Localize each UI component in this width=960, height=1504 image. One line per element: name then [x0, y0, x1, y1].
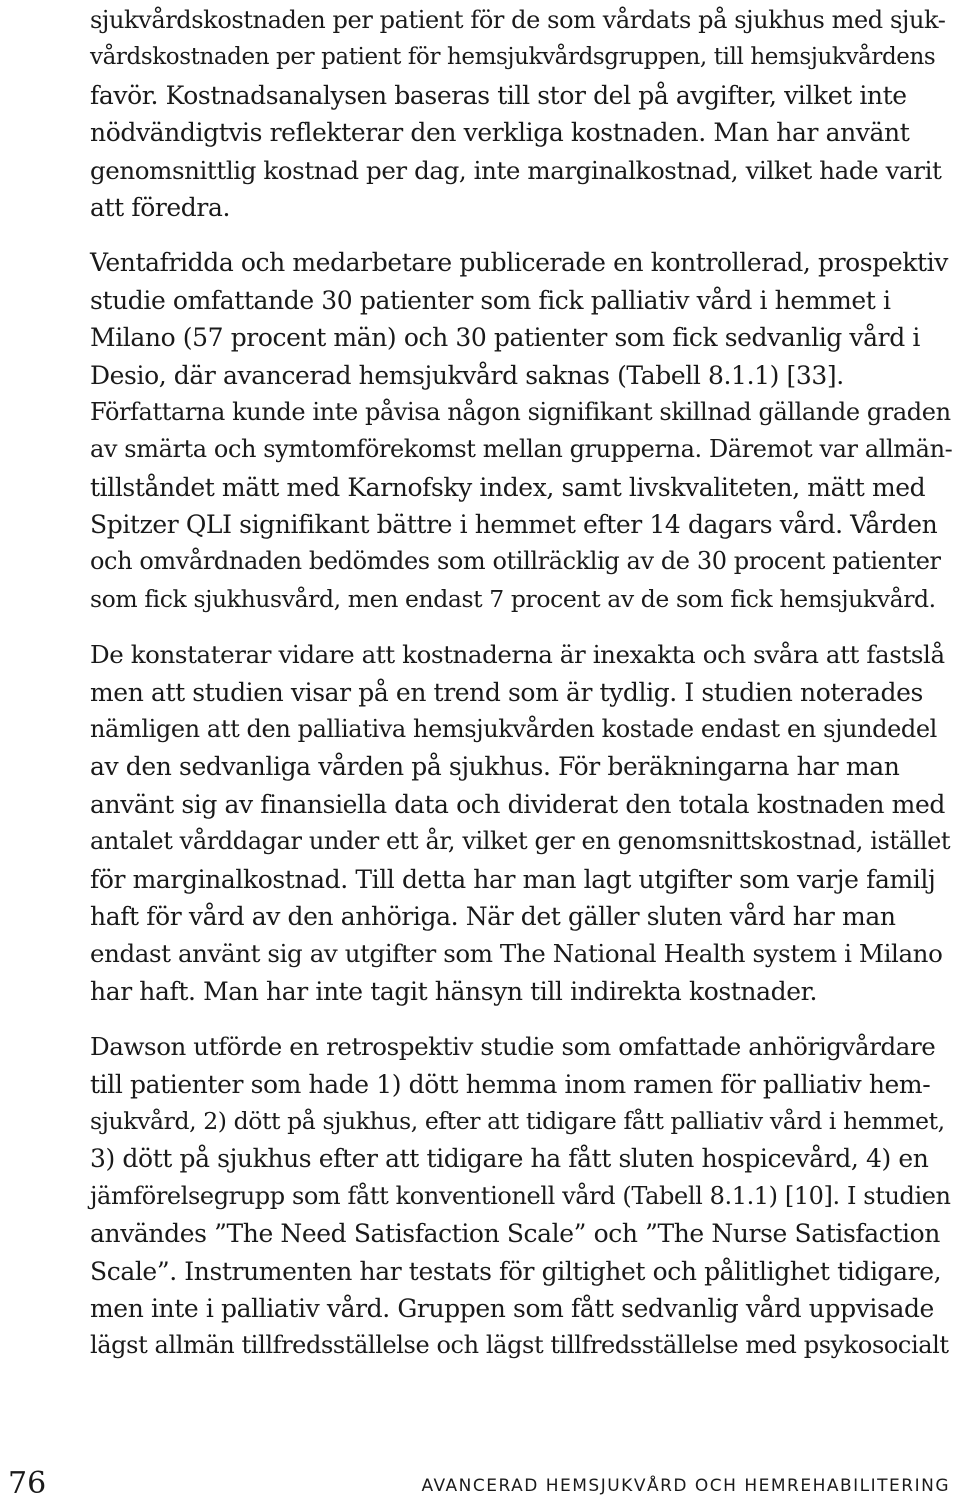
text-line: Desio, där avancerad hemsjukvård saknas (Tabell 8.1.1) [33].: [90, 360, 844, 390]
text-line: jämförelsegrupp som fått konventionell vård (Tabell 8.1.1) [10]. I studien: [90, 1181, 951, 1210]
text-line: har haft. Man har inte tagit hänsyn till indirekta kostnader.: [90, 976, 817, 1006]
paragraph: [90, 2, 952, 226]
text-line: Scale”. Instrumenten har testats för giltighet och pålitlighet tidigare,: [90, 1256, 942, 1286]
text-line: sjukvård, 2) dött på sjukhus, efter att tidigare fått palliativ vård i hemmet,: [90, 1106, 945, 1135]
text-line: användes ”The Need Satisfaction Scale” och ”The Nurse Satisfaction: [90, 1219, 940, 1249]
text-line: sjukvårdskostnaden per patient för de som vårdats på sjukhus med sjuk-: [90, 6, 946, 34]
page-number: 76: [8, 1466, 47, 1501]
text-line: Författarna kunde inte påvisa någon signifikant skillnad gällande graden: [90, 397, 951, 426]
paragraph-gap: [90, 618, 952, 636]
text-line: lägst allmän tillfredsställelse och lägst tillfredsställelse med psykosocialt: [90, 1331, 949, 1360]
text-line: tillståndet mätt med Karnofsky index, samt livskvaliteten, mätt med: [90, 472, 926, 502]
text-line: av den sedvanliga vården på sjukhus. För beräkningarna har man: [90, 752, 900, 782]
text-line: använt sig av finansiella data och dividerat den totala kostnaden med: [90, 789, 945, 819]
text-line: 3) dött på sjukhus efter att tidigare ha fått sluten hospicevård, 4) en: [90, 1144, 929, 1174]
text-line: haft för vård av den anhöriga. När det gäller sluten vård har man: [90, 901, 896, 931]
paragraph-gap: [90, 226, 952, 244]
text-line: att föredra.: [90, 192, 230, 222]
paragraph: [90, 1028, 952, 1365]
text-line: endast använt sig av utgifter som The National Health system i Milano: [90, 939, 943, 969]
text-line: Dawson utförde en retrospektiv studie som omfattade anhörigvårdare: [90, 1032, 936, 1062]
text-line: men att studien visar på en trend som är tydlig. I studien noterades: [90, 677, 923, 707]
text-line: studie omfattande 30 patienter som fick palliativ vård i hemmet i: [90, 285, 891, 315]
text-line: nödvändigtvis reflekterar den verkliga kostnaden. Man har använt: [90, 118, 910, 148]
text-line: nämligen att den palliativa hemsjukvården kostade endast en sjundedel: [90, 715, 937, 744]
paragraph-gap: [90, 1010, 952, 1028]
text-line: av smärta och symtomförekomst mellan grupperna. Däremot var allmän-: [90, 435, 953, 464]
text-line: Milano (57 procent män) och 30 patienter som fick sedvanlig vård i: [90, 323, 920, 353]
text-line: favör. Kostnadsanalysen baseras till stor del på avgifter, vilket inte: [90, 80, 907, 110]
text-line: antalet vårddagar under ett år, vilket ger en genomsnittskostnad, istället: [90, 827, 951, 856]
text-line: till patienter som hade 1) dött hemma inom ramen för palliativ hem-: [90, 1069, 931, 1099]
text-line: för marginalkostnad. Till detta har man lagt utgifter som varje familj: [90, 864, 936, 894]
body-text: [90, 2, 952, 1365]
text-line: Ventafridda och medarbetare publicerade en kontrollerad, prospektiv: [90, 248, 948, 278]
text-line: De konstaterar vidare att kostnaderna är inexakta och svåra att fastslå: [90, 640, 945, 670]
text-line: men inte i palliativ vård. Gruppen som fått sedvanlig vård uppvisade: [90, 1293, 934, 1323]
paragraph: [90, 244, 952, 618]
paragraph: [90, 636, 952, 1010]
text-line: genomsnittlig kostnad per dag, inte marginalkostnad, vilket hade varit: [90, 155, 942, 185]
text-line: Spitzer QLI signifikant bättre i hemmet efter 14 dagars vård. Vården: [90, 510, 938, 540]
text-line: och omvårdnaden bedömdes som otillräcklig av de 30 procent patienter: [90, 547, 941, 576]
text-line: som fick sjukhusvård, men endast 7 procent av de som fick hemsjukvård.: [90, 584, 936, 613]
running-title: AVANCERAD HEMSJUKVÅRD OCH HEMREHABILITERING: [421, 1476, 950, 1496]
text-line: vårdskostnaden per patient för hemsjukvårdsgruppen, till hemsjukvårdens: [90, 44, 936, 71]
